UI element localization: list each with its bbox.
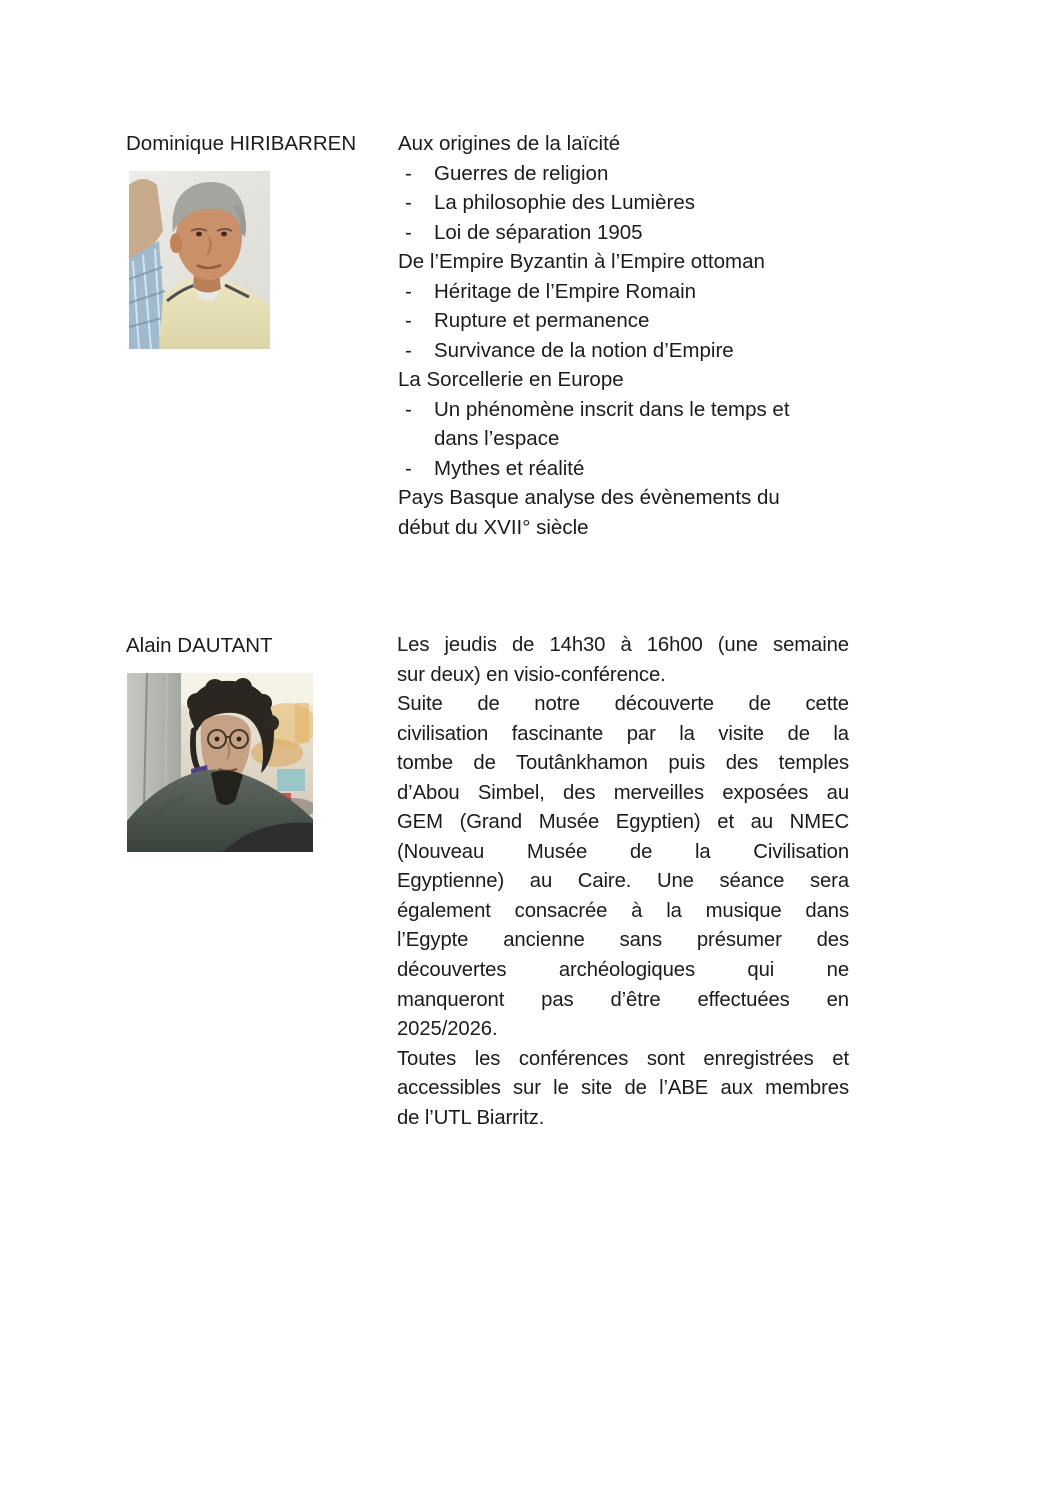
lecturer-name-hiribarren: Dominique HIRIBARREN bbox=[126, 132, 357, 155]
topic-text: Mythes et réalité bbox=[434, 456, 585, 480]
topic-text: Loi de séparation 1905 bbox=[434, 220, 643, 244]
topic-text: De l’Empire Byzantin à l’Empire ottoman bbox=[398, 250, 765, 273]
paragraph-line: découvertes archéologiques qui ne bbox=[397, 959, 849, 982]
paragraph-line: également consacrée à la musique dans bbox=[397, 899, 849, 922]
bullet-dash: - bbox=[405, 338, 412, 362]
bullet-dash: - bbox=[405, 220, 412, 244]
paragraph-line: GEM (Grand Musée Egyptien) et au NMEC bbox=[397, 811, 849, 834]
topic-bullet-continuation bbox=[398, 424, 850, 454]
paragraph-line: accessibles sur le site de l’ABE aux membres bbox=[397, 1077, 849, 1100]
topic-bullet bbox=[398, 218, 850, 248]
bullet-dash: - bbox=[405, 456, 412, 480]
photo-dominique-hiribarren bbox=[129, 171, 270, 349]
paragraph-line: civilisation fascinante par la visite de la bbox=[397, 722, 849, 745]
topic-text: Guerres de religion bbox=[434, 161, 609, 185]
paragraph-line: sur deux) en visio-conférence. bbox=[397, 663, 666, 686]
paragraph-line: l’Egypte ancienne sans présumer des bbox=[397, 929, 849, 952]
topics-list-hiribarren bbox=[398, 129, 850, 542]
topic-text: La Sorcellerie en Europe bbox=[398, 368, 624, 391]
description-dautant bbox=[397, 631, 849, 1133]
paragraph-line: tombe de Toutânkhamon puis des temples bbox=[397, 752, 849, 775]
paragraph-line: Toutes les conférences sont enregistrées et bbox=[397, 1047, 849, 1070]
topic-bullet bbox=[398, 454, 850, 484]
topic-heading bbox=[398, 483, 850, 513]
bullet-dash: - bbox=[405, 161, 412, 185]
topic-heading bbox=[398, 365, 850, 395]
topic-bullet bbox=[398, 306, 850, 336]
paragraph-line: manqueront pas d’être effectuées en bbox=[397, 988, 849, 1011]
bullet-dash: - bbox=[405, 397, 412, 421]
bullet-dash: - bbox=[405, 279, 412, 303]
paragraph-line: Egyptienne) au Caire. Une séance sera bbox=[397, 870, 849, 893]
bullet-dash: - bbox=[405, 191, 412, 214]
topic-text: Aux origines de la laïcité bbox=[398, 132, 621, 155]
topic-text: Rupture et permanence bbox=[434, 309, 650, 332]
topic-bullet bbox=[398, 277, 850, 307]
topic-text: dans l’espace bbox=[434, 427, 560, 450]
lecturer-name-dautant: Alain DAUTANT bbox=[126, 634, 273, 657]
topic-text: Héritage de l’Empire Romain bbox=[434, 279, 697, 303]
paragraph-line: (Nouveau Musée de la Civilisation bbox=[397, 840, 849, 863]
photo-alain-dautant bbox=[127, 673, 313, 852]
topic-bullet bbox=[398, 395, 850, 425]
paragraph-line: Suite de notre découverte de cette bbox=[397, 693, 849, 716]
topic-bullet bbox=[398, 159, 850, 189]
topic-text: Un phénomène inscrit dans le temps et bbox=[434, 397, 790, 421]
topic-bullet bbox=[398, 336, 850, 366]
paragraph-line: 2025/2026. bbox=[397, 1018, 498, 1041]
topic-text: La philosophie des Lumières bbox=[434, 191, 695, 214]
topic-text: Pays Basque analyse des évènements du bbox=[398, 486, 780, 509]
bullet-spacer bbox=[398, 424, 434, 454]
topic-heading-continuation bbox=[398, 513, 850, 543]
bullet-dash: - bbox=[405, 309, 412, 332]
topic-text: Survivance de la notion d’Empire bbox=[434, 338, 734, 362]
paragraph-line: d’Abou Simbel, des merveilles exposées au bbox=[397, 781, 849, 804]
paragraph-line: Les jeudis de 14h30 à 16h00 (une semaine bbox=[397, 634, 849, 656]
topic-heading bbox=[398, 129, 850, 159]
topic-heading bbox=[398, 247, 850, 277]
topic-text: début du XVII° siècle bbox=[398, 515, 589, 539]
paragraph-line: de l’UTL Biarritz. bbox=[397, 1106, 545, 1129]
topic-bullet bbox=[398, 188, 850, 218]
